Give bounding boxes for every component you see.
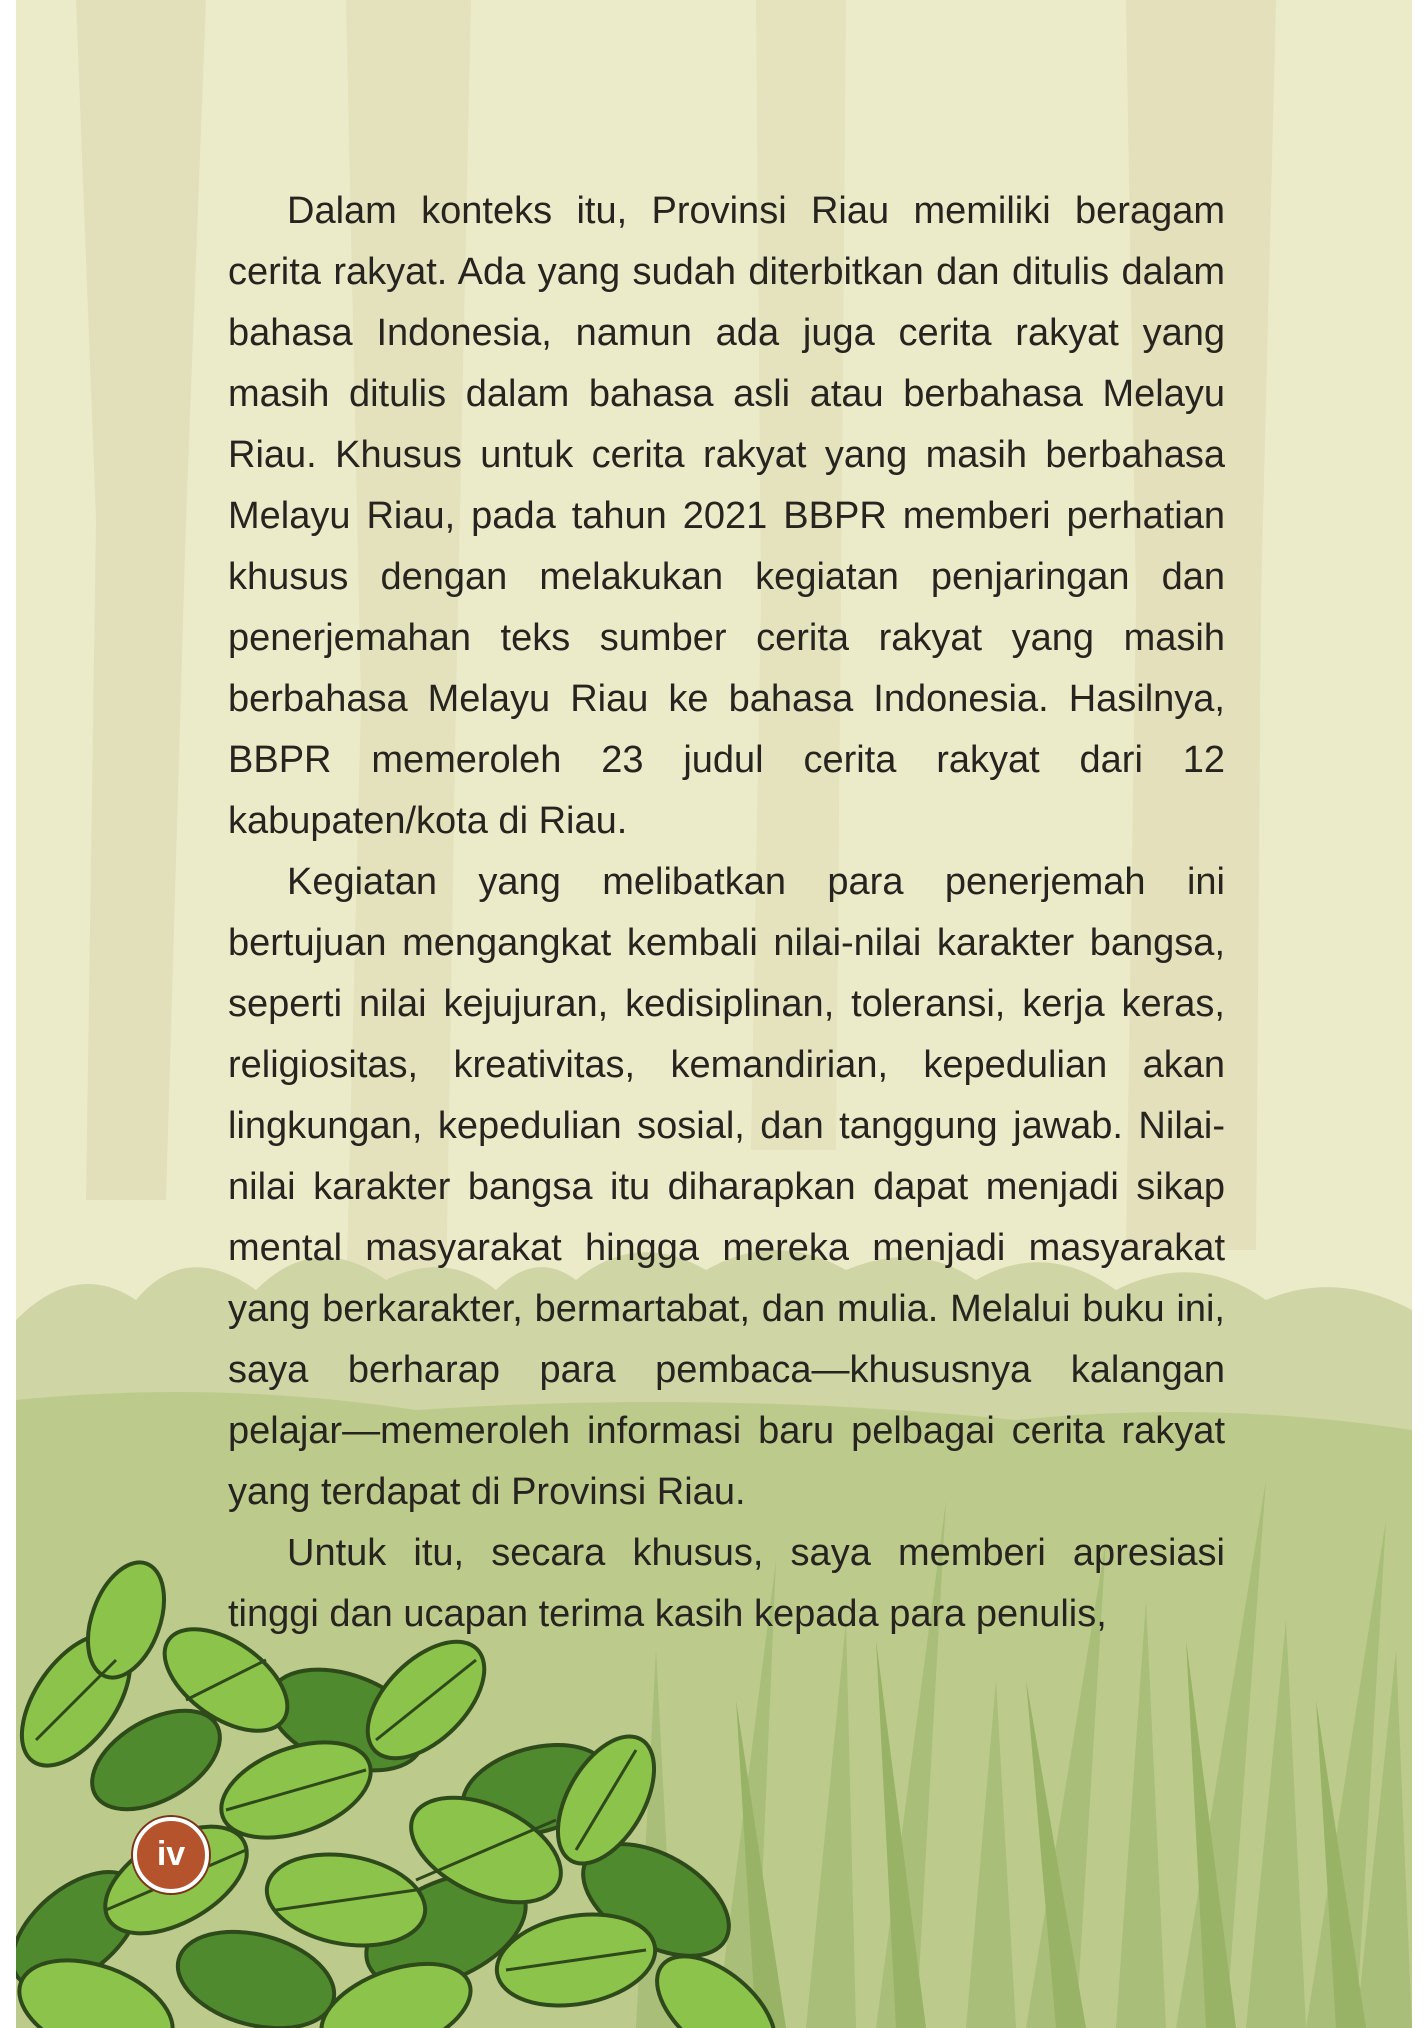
paragraph-1: Dalam konteks itu, Provinsi Riau memiliki beragam cerita rakyat. Ada yang sudah diterbitkan dan ditulis dalam bahasa Indonesia, namun ada juga cerita rakyat yang masih ditulis dalam bahasa asli atau berbahasa Melayu Riau. Khusus untuk cerita rakyat yang masih berbahasa Melayu Riau, pada tahun 2021 BBPR memberi perhatian khusus dengan melakukan kegiatan penjaringan dan penerjemahan teks sumber cerita rakyat yang masih berbahasa Melayu Riau ke bahasa Indonesia. Hasilnya, BBPR memeroleh 23 judul cerita rakyat dari 12 kabupaten/kota di Riau. (228, 190, 1225, 842)
body-text (228, 181, 1225, 1645)
page-number-badge: iv (133, 1817, 209, 1893)
book-page (16, 0, 1412, 2028)
paragraph-2: Kegiatan yang melibatkan para penerjemah ini bertujuan mengangkat kembali nilai-nilai karakter bangsa, seperti nilai kejujuran, kedisiplinan, toleransi, kerja keras, religiositas, kreativitas, kemandirian, kepedulian akan lingkungan, kepedulian sosial, dan tanggung jawab. Nilai-nilai karakter bangsa itu diharapkan dapat menjadi sikap mental masyarakat hingga mereka menjadi masyarakat yang berkarakter, bermartabat, dan mulia. Melalui buku ini, saya berharap para pembaca—khususnya kalangan pelajar—memeroleh informasi baru pelbagai cerita rakyat yang terdapat di Provinsi Riau. (228, 861, 1225, 1513)
paragraph-3: Untuk itu, secara khusus, saya memberi apresiasi tinggi dan ucapan terima kasih kepada para penulis, (228, 1532, 1225, 1635)
